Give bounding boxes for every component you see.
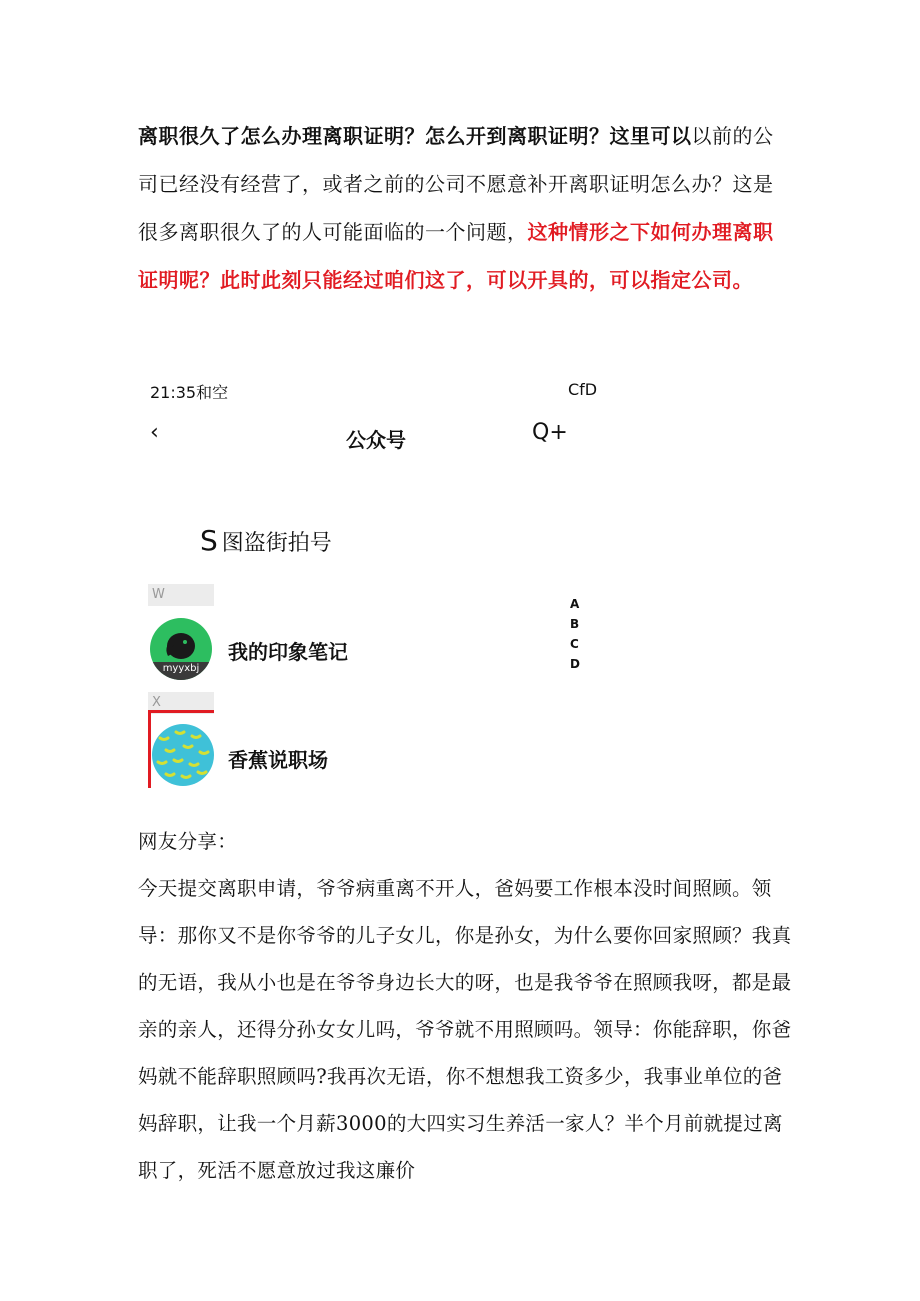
- search-add-icons[interactable]: Q+: [532, 420, 568, 445]
- page-title: 公众号: [346, 428, 406, 452]
- alpha-index[interactable]: [570, 594, 580, 674]
- index-letter[interactable]: B: [570, 617, 580, 631]
- share-body: 今天提交离职申请，爷爷病重离不开人，爸妈要工作根本没时间照顾。领导：那你又不是你爷爷的儿子女儿，你是孙女，为什么要你回家照顾？我真的无语，我从小也是在爷爷身边长大的呀，也是我爷爷在照顾我呀，都是最亲的亲人，还得分孙女女儿吗，爷爷就不用照顾吗。领导：你能辞职，你爸妈就不能辞职照顾吗?我再次无语，你不想想我工资多少，我事业单位的爸妈辞职，让我一个月薪3000的大四实习生养活一家人？半个月前就提过离职了，死活不愿意放过我这廉价: [138, 877, 792, 1182]
- share-heading: 网友分享：: [138, 830, 238, 853]
- account-name-banana[interactable]: 香蕉说职场: [228, 748, 328, 772]
- status-indicators: CfD: [568, 380, 598, 399]
- banana-pattern-icon: [152, 724, 214, 786]
- avatar-caption: myyxbj: [162, 663, 200, 674]
- intro-paragraph: [138, 112, 778, 304]
- index-letter[interactable]: D: [570, 657, 580, 671]
- status-time: 21:35和空: [150, 383, 229, 402]
- back-icon[interactable]: ‹: [150, 420, 159, 445]
- intro-red-text: 这种情形之下如何办理离职证明呢？此时此刻只能经过咱们这了，可以开具的，可以指定公司。: [138, 220, 774, 292]
- index-letter[interactable]: A: [570, 597, 580, 611]
- search-entry[interactable]: [200, 524, 332, 557]
- share-section: [138, 818, 798, 1194]
- intro-bold-text: 离职很久了怎么办理离职证明？怎么开到离职证明？这里可以: [138, 124, 692, 148]
- index-letter[interactable]: C: [570, 637, 579, 651]
- evernote-avatar[interactable]: [150, 618, 212, 680]
- search-letter: S: [200, 524, 218, 557]
- banana-avatar[interactable]: [152, 724, 214, 786]
- section-header-w: W: [148, 584, 214, 606]
- search-text: 图盗街拍号: [221, 531, 332, 556]
- intro-normal-text: 以前的公司已经没有经营了，或者之前的公司不愿意补开离职证明怎么办？这是很多离职很久了的人可能面临的一个问题，: [138, 124, 774, 244]
- section-header-x: X: [148, 692, 214, 714]
- account-name-evernote[interactable]: 我的印象笔记: [228, 640, 348, 664]
